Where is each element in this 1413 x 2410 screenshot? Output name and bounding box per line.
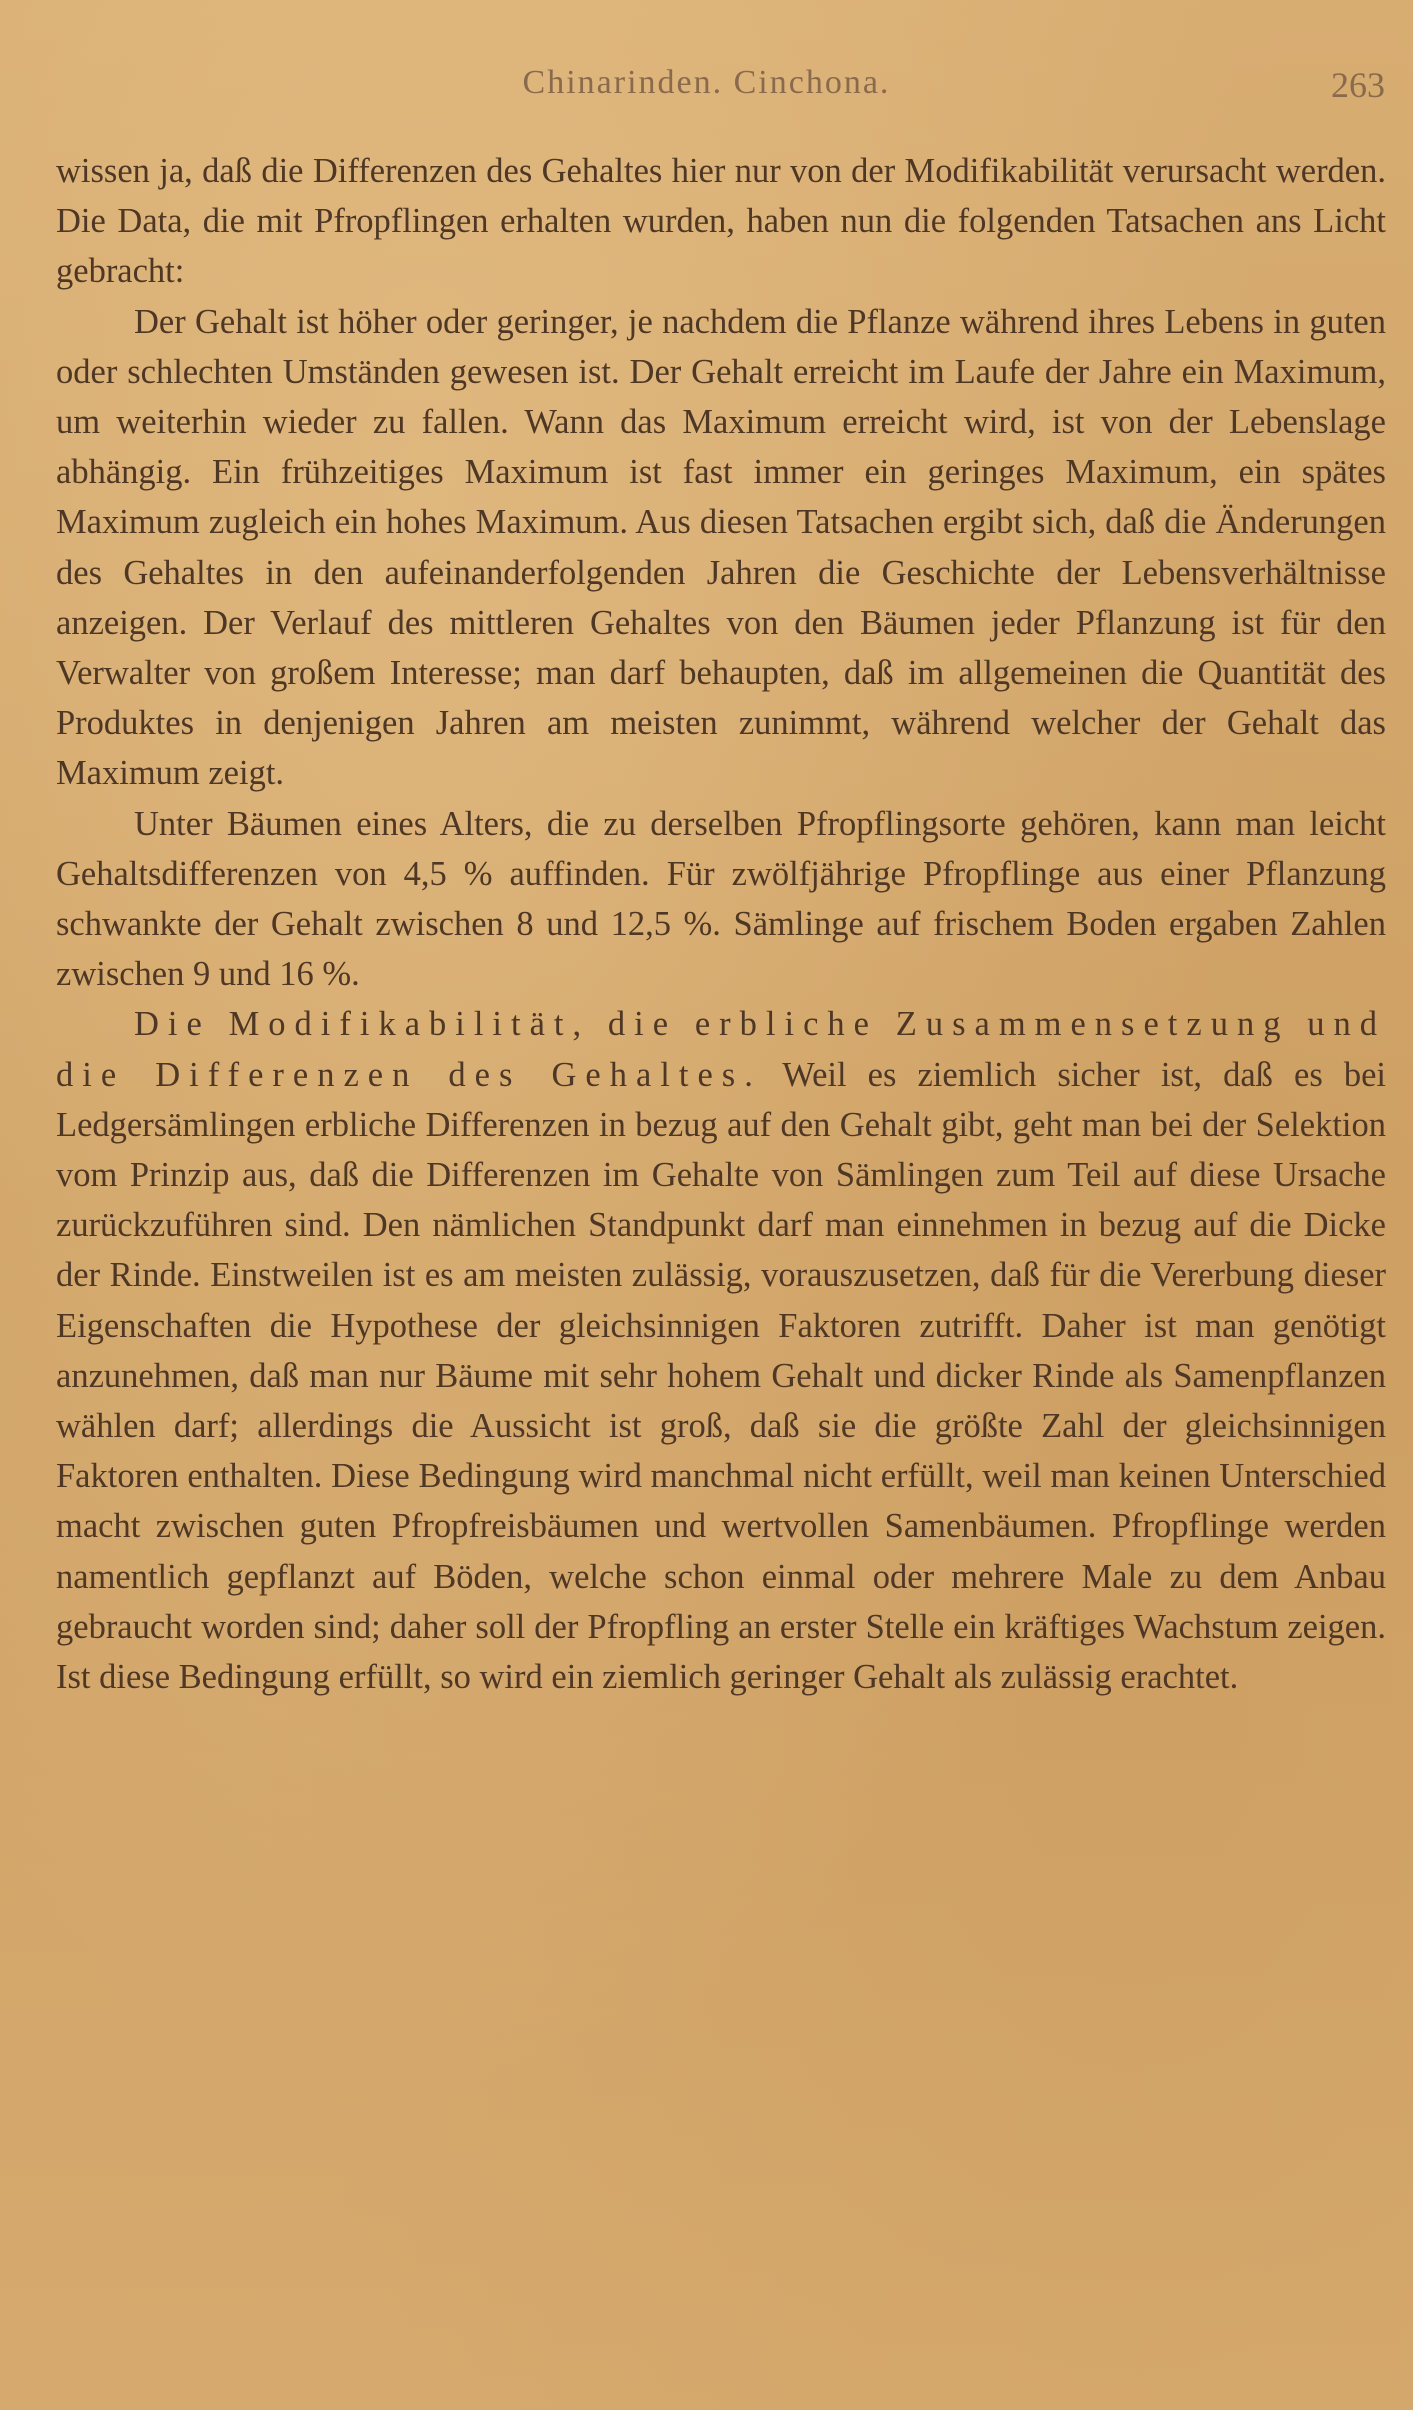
section-heading-spaced: Die Modifikabilität, die erbliche Zusammensetzung und die Differenzen des Gehaltes. <box>56 1005 1386 1094</box>
body-text <box>56 146 1386 1702</box>
paragraph-4 <box>56 999 1386 1702</box>
paragraph-2: Der Gehalt ist höher oder geringer, je nachdem die Pflanze während ihres Lebens in guten oder schlechten Umständen gewesen ist. Der Gehalt erreicht im Laufe der Jahre ein Maximum, um weiterhin wieder zu fallen. Wann das Maximum erreicht wird, ist von der Lebenslage abhängig. Ein frühzeitiges Maximum ist fast immer ein geringes Maximum, ein spätes Maximum zugleich ein hohes Maximum. Aus diesen Tatsachen ergibt sich, daß die Änderungen des Gehaltes in den aufeinanderfolgenden Jahren die Geschichte der Lebensverhältnisse anzeigen. Der Verlauf des mittleren Gehaltes von den Bäumen jeder Pflanzung ist für den Verwalter von großem Interesse; man darf behaupten, daß im allgemeinen die Quantität des Produktes in denjenigen Jahren am meisten zunimmt, während welcher der Gehalt das Maximum zeigt. <box>56 302 1386 793</box>
paragraph-3: Unter Bäumen eines Alters, die zu derselben Pfropflingsorte gehören, kann man leicht Gehaltsdifferenzen von 4,5 % auffinden. Für zwölfjährige Pfropflinge aus einer Pflanzung schwankte der Gehalt zwischen 8 und 12,5 %. Sämlinge auf frischem Boden ergaben Zahlen zwischen 9 und 16 %. <box>56 804 1386 994</box>
page-number: 263 <box>1331 65 1385 105</box>
running-head <box>0 64 1413 118</box>
running-title: Chinarinden. Cinchona. <box>522 64 891 101</box>
paragraph-1: wissen ja, daß die Differenzen des Gehaltes hier nur von der Modifikabilität verursacht werden. Die Data, die mit Pfropflingen erhalten wurden, haben nun die folgenden Tatsachen ans Licht gebracht: <box>56 152 1386 291</box>
paragraph-4-text: Weil es ziemlich sicher ist, daß es bei Ledgersämlingen erbliche Differenzen in bezug auf den Gehalt gibt, geht man bei der Selektion vom Prinzip aus, daß die Differenzen im Gehalte von Sämlingen zum Teil auf diese Ursache zurückzuführen sind. Den nämlichen Standpunkt darf man einnehmen in bezug auf die Dicke der Rinde. Einstweilen ist es am meisten zulässig, vorauszusetzen, daß für die Vererbung dieser Eigenschaften die Hypothese der gleichsinnigen Faktoren zutrifft. Daher ist man genötigt anzunehmen, daß man nur Bäume mit sehr hohem Gehalt und dicker Rinde als Samenpflanzen wählen darf; allerdings die Aussicht ist groß, daß sie die größte Zahl der gleichsinnigen Faktoren enthalten. Diese Bedingung wird manchmal nicht erfüllt, weil man keinen Unterschied macht zwischen guten Pfropfreisbäumen und wertvollen Samenbäumen. Pfropflinge werden namentlich gepflanzt auf Böden, welche schon einmal oder mehrere Male zu dem Anbau gebraucht worden sind; daher soll der Pfropfling an erster Stelle ein kräftiges Wachstum zeigen. Ist diese Bedingung erfüllt, so wird ein ziemlich geringer Gehalt als zulässig erachtet. <box>56 1055 1386 1697</box>
